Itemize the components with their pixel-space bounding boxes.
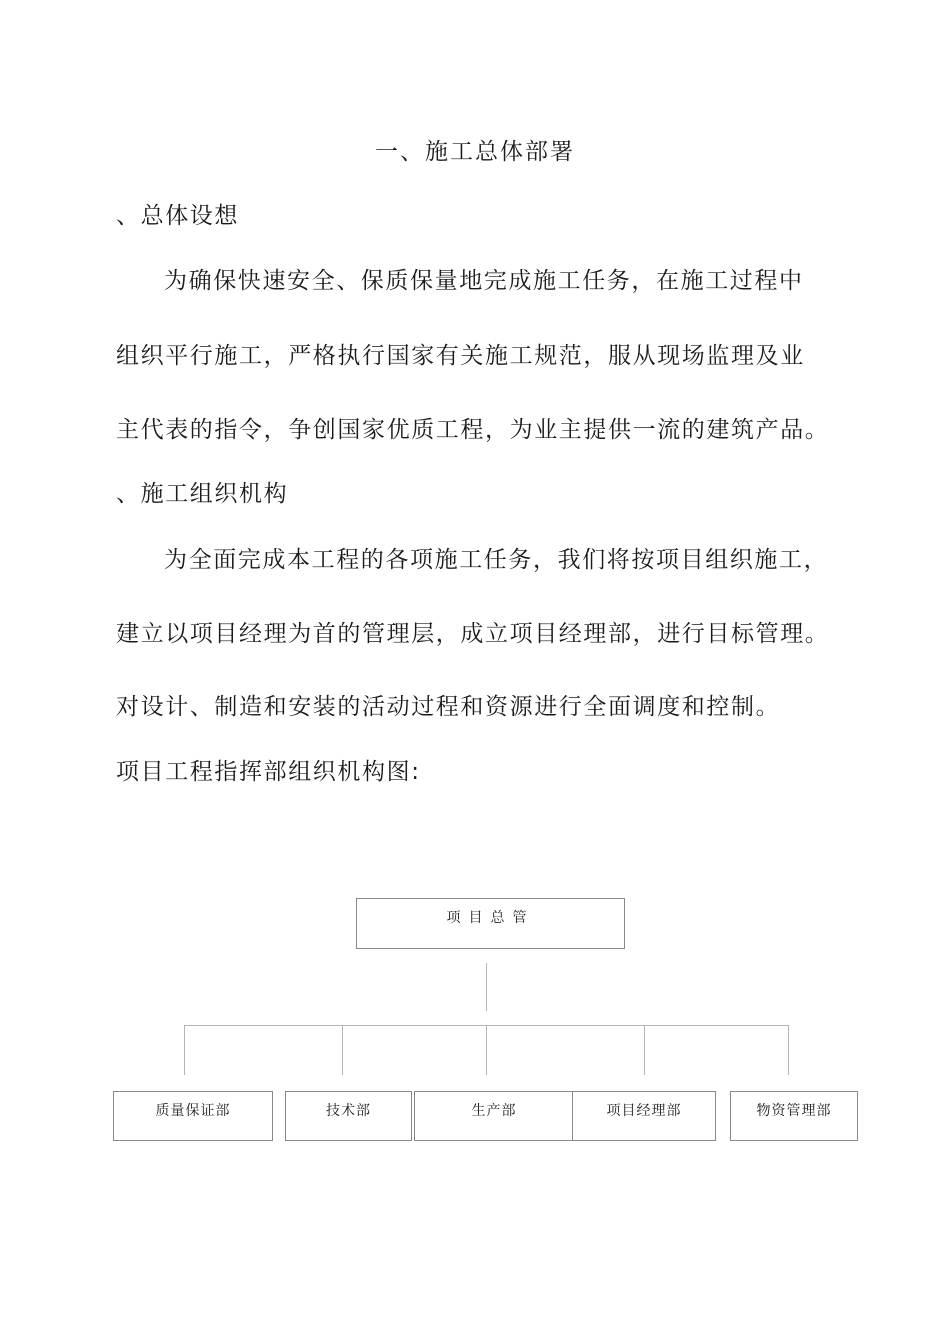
connector-line <box>342 1025 343 1075</box>
chart-caption: 项目工程指挥部组织机构图: <box>116 759 421 785</box>
connector-line <box>788 1025 789 1075</box>
section-heading-organization: 、施工组织机构 <box>116 481 289 507</box>
paragraph-line: 为全面完成本工程的各项施工任务，我们将按项目组织施工， <box>164 547 829 573</box>
connector-line <box>644 1025 645 1075</box>
paragraph-line: 建立以项目经理为首的管理层，成立项目经理部，进行目标管理。 <box>116 621 830 647</box>
connector-line <box>486 963 487 1011</box>
paragraph-line: 为确保快速安全、保质保量地完成施工任务，在施工过程中 <box>164 268 804 294</box>
org-root-box: 项目总管 <box>356 898 625 949</box>
document-title: 一、施工总体部署 <box>375 139 575 165</box>
connector-line <box>486 1025 487 1075</box>
org-dept-box-materials: 物资管理部 <box>730 1091 858 1141</box>
paragraph-line: 组织平行施工，严格执行国家有关施工规范，服从现场监理及业 <box>116 343 805 369</box>
org-dept-box-production: 生产部 <box>414 1091 574 1141</box>
paragraph-line: 对设计、制造和安装的活动过程和资源进行全面调度和控制。 <box>116 694 781 720</box>
section-heading-overall-plan: 、总体设想 <box>116 203 239 229</box>
org-dept-box-quality: 质量保证部 <box>113 1091 273 1141</box>
org-dept-box-technical: 技术部 <box>285 1091 412 1141</box>
org-dept-box-project-manager: 项目经理部 <box>572 1091 716 1141</box>
connector-line <box>184 1025 185 1075</box>
org-chart <box>0 880 950 1160</box>
paragraph-line: 主代表的指令，争创国家优质工程，为业主提供一流的建筑产品。 <box>116 417 830 443</box>
